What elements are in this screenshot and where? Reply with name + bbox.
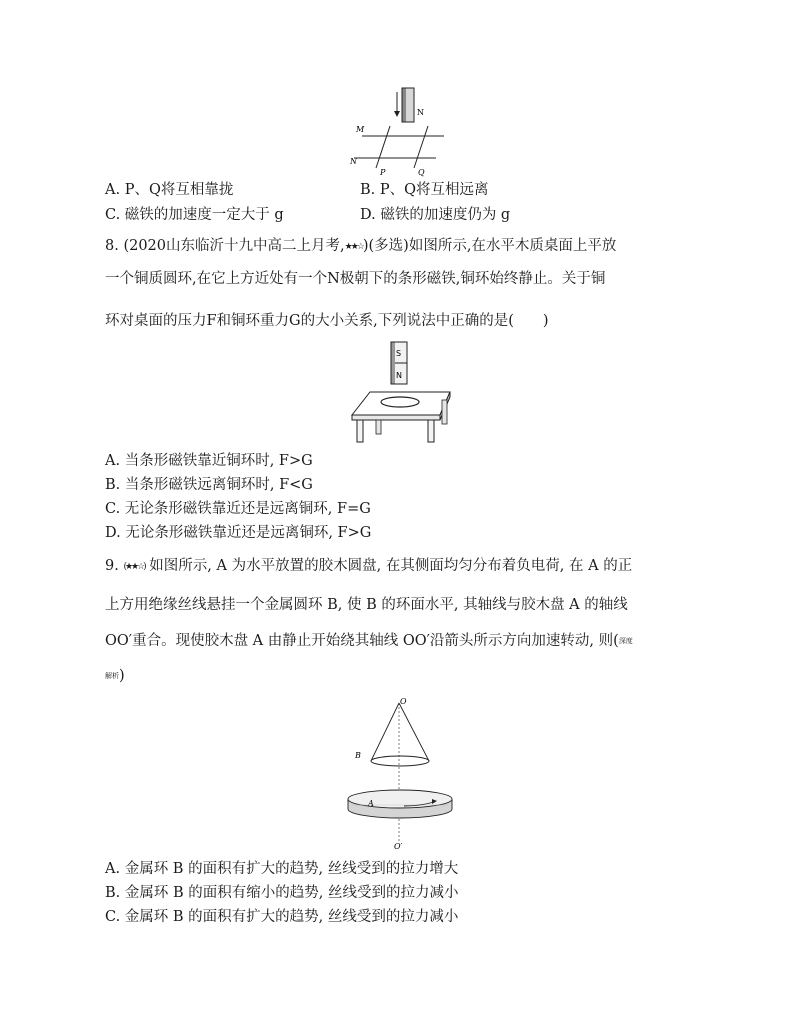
q8-stem-line-2: 一个铜质圆环,在它上方近处有一个N极朝下的条形磁铁,铜环始终静止。关于铜 [105,271,606,287]
cone-disk-figure [340,695,465,850]
q9-stem-line-1 [105,557,632,576]
q9-stem-line-3 [105,632,633,650]
magnet-s-label: S [396,349,402,358]
magnet-n-label: N [396,371,402,380]
difficulty-stars-icon: ★★☆ [344,242,363,252]
magnet-n-label: N [417,108,424,117]
ring-b-label: B [355,751,361,760]
q9-stem-line-1-text: 如图所示, A 为水平放置的胶木圆盘, 在其侧面均匀分布着负电荷, 在 A 的正 [149,558,633,574]
point-o-prime-label: O′ [394,842,403,850]
q8-option-a: A. 当条形磁铁靠近铜环时, F>G [105,453,313,469]
q8-option-d: D. 无论条形磁铁靠近还是远离铜环, F>G [105,525,372,541]
rod-q-label: Q [418,168,425,177]
point-o-label: O [400,697,407,706]
q9-option-a: A. 金属环 B 的面积有扩大的趋势, 丝线受到的拉力增大 [105,861,459,877]
q7-option-b: B. P、Q将互相远离 [360,182,489,198]
q8-source: 山东临沂十九中高二上月考, [166,238,345,254]
difficulty-stars-icon: (★★☆) [123,562,145,572]
q8-stem-line-3: 环对桌面的压力F和铜环重力G的大小关系,下列说法中正确的是( ) [105,313,549,329]
magnet-rails-figure [350,84,450,178]
q7-option-a: A. P、Q将互相靠拢 [105,182,234,198]
q7-option-d: D. 磁铁的加速度仍为 g [360,207,511,223]
q9-stem-line-4 [105,667,125,685]
q8-year: (2020 [123,238,167,254]
q9-stem-line-3-text: OO′重合。现使胶木盘 A 由静止开始绕其轴线 OO′沿箭头所示方向加速转动, 则( [105,633,619,649]
magnet-table-figure [340,340,460,448]
q9-note-analysis: 解析 [105,672,119,680]
q7-option-c: C. 磁铁的加速度一定大于 g [105,207,284,223]
q8-stem-line-1-text: )(多选)如图所示,在水平木质桌面上平放 [362,238,617,254]
rod-p-label: P [380,168,386,177]
q8-option-c: C. 无论条形磁铁靠近还是远离铜环, F=G [105,501,371,517]
q9-option-b: B. 金属环 B 的面积有缩小的趋势, 丝线受到的拉力减小 [105,885,459,901]
q8-number: 8. [105,238,119,254]
q8-option-b: B. 当条形磁铁远离铜环时, F<G [105,477,313,493]
rail-n-label: N [350,157,357,166]
q9-note-deep: 深度 [618,637,633,645]
q9-stem-line-2: 上方用绝缘丝线悬挂一个金属圆环 B, 使 B 的环面水平, 其轴线与胶木盘 A 的轴线 [105,597,628,613]
disk-a-label: A [368,799,374,808]
q9-close-paren: ) [119,668,125,684]
rail-m-label: M [356,125,365,134]
q8-stem-line-1 [105,237,616,256]
q9-option-c: C. 金属环 B 的面积有扩大的趋势, 丝线受到的拉力减小 [105,909,459,925]
q9-number: 9. [105,558,119,574]
